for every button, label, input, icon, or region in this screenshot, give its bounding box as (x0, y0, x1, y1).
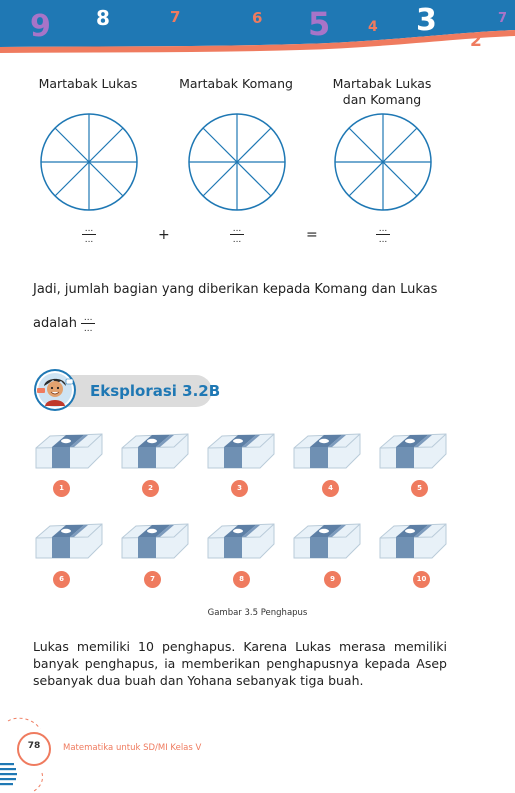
fraction-numerator: ... (232, 224, 242, 234)
plus-operator: + (158, 227, 170, 243)
pizza-label-komang: Martabak Komang (179, 76, 293, 91)
eraser-icon (376, 520, 448, 566)
pizza-circle-combined (333, 112, 433, 212)
header-graphic (0, 0, 515, 62)
pizza-circle-komang (187, 112, 287, 212)
eraser-number-badge: 4 (322, 480, 339, 497)
header-digit: 9 (30, 9, 51, 44)
mascot-boy-icon (33, 368, 77, 412)
eraser-icon (32, 520, 104, 566)
fraction-komang (230, 225, 244, 244)
page-header-band (0, 0, 515, 62)
header-digit: 4 (368, 19, 378, 35)
fraction-denominator: ... (83, 324, 93, 334)
eraser-number-badge: 6 (53, 571, 70, 588)
header-digit: 8 (96, 6, 110, 30)
eraser-number-badge: 9 (324, 571, 341, 588)
fraction-lukas (82, 225, 96, 244)
header-digit: 7 (170, 8, 181, 26)
header-digit: 6 (252, 9, 263, 27)
eraser-number-badge: 8 (233, 571, 250, 588)
story-paragraph: Lukas memiliki 10 penghapus. Karena Lukas merasa memiliki banyak penghapus, ia memberikan penghapusnya kepada Asep sebanyak dua buah dan Yohana sebanyak tiga buah. (33, 639, 447, 688)
fraction-numerator: ... (83, 313, 93, 323)
header-digit: 2 (470, 31, 482, 51)
eraser-icon (290, 430, 362, 476)
eraser-icon (118, 520, 190, 566)
eraser-icon (376, 430, 448, 476)
eraser-icon (118, 430, 190, 476)
eraser-icon (204, 430, 276, 476)
conclusion-line-1: Jadi, jumlah bagian yang diberikan kepada Komang dan Lukas (33, 282, 438, 297)
eraser-number-badge: 7 (144, 571, 161, 588)
eraser-number-badge: 10 (413, 571, 430, 588)
pizza-circle-lukas (39, 112, 139, 212)
fraction-numerator: ... (378, 224, 388, 234)
book-title: Matematika untuk SD/MI Kelas V (63, 743, 202, 753)
page-number: 78 (27, 741, 41, 751)
fraction-denominator: ... (84, 235, 94, 245)
fraction-numerator: ... (84, 224, 94, 234)
eraser-icon (32, 430, 104, 476)
exploration-title: Eksplorasi 3.2B (90, 382, 221, 400)
figure-caption: Gambar 3.5 Penghapus (207, 608, 308, 618)
eraser-number-badge: 3 (231, 480, 248, 497)
header-digit: 3 (416, 3, 437, 38)
fraction-denominator: ... (232, 235, 242, 245)
conclusion-prefix: adalah (33, 316, 78, 331)
fraction-combined (376, 225, 390, 244)
pizza-label-combined: Martabak Lukas dan Komang (332, 76, 432, 107)
header-digit: 5 (308, 5, 331, 43)
eraser-number-badge: 2 (142, 480, 159, 497)
conclusion-line-2 (33, 314, 95, 333)
eraser-icon (204, 520, 276, 566)
pizza-label-lukas: Martabak Lukas (38, 76, 138, 91)
eraser-number-badge: 1 (53, 480, 70, 497)
equals-operator: = (306, 227, 318, 243)
conclusion-fraction (81, 314, 95, 333)
eraser-icon (290, 520, 362, 566)
fraction-denominator: ... (378, 235, 388, 245)
eraser-number-badge: 5 (411, 480, 428, 497)
header-digit: 7 (498, 11, 508, 26)
